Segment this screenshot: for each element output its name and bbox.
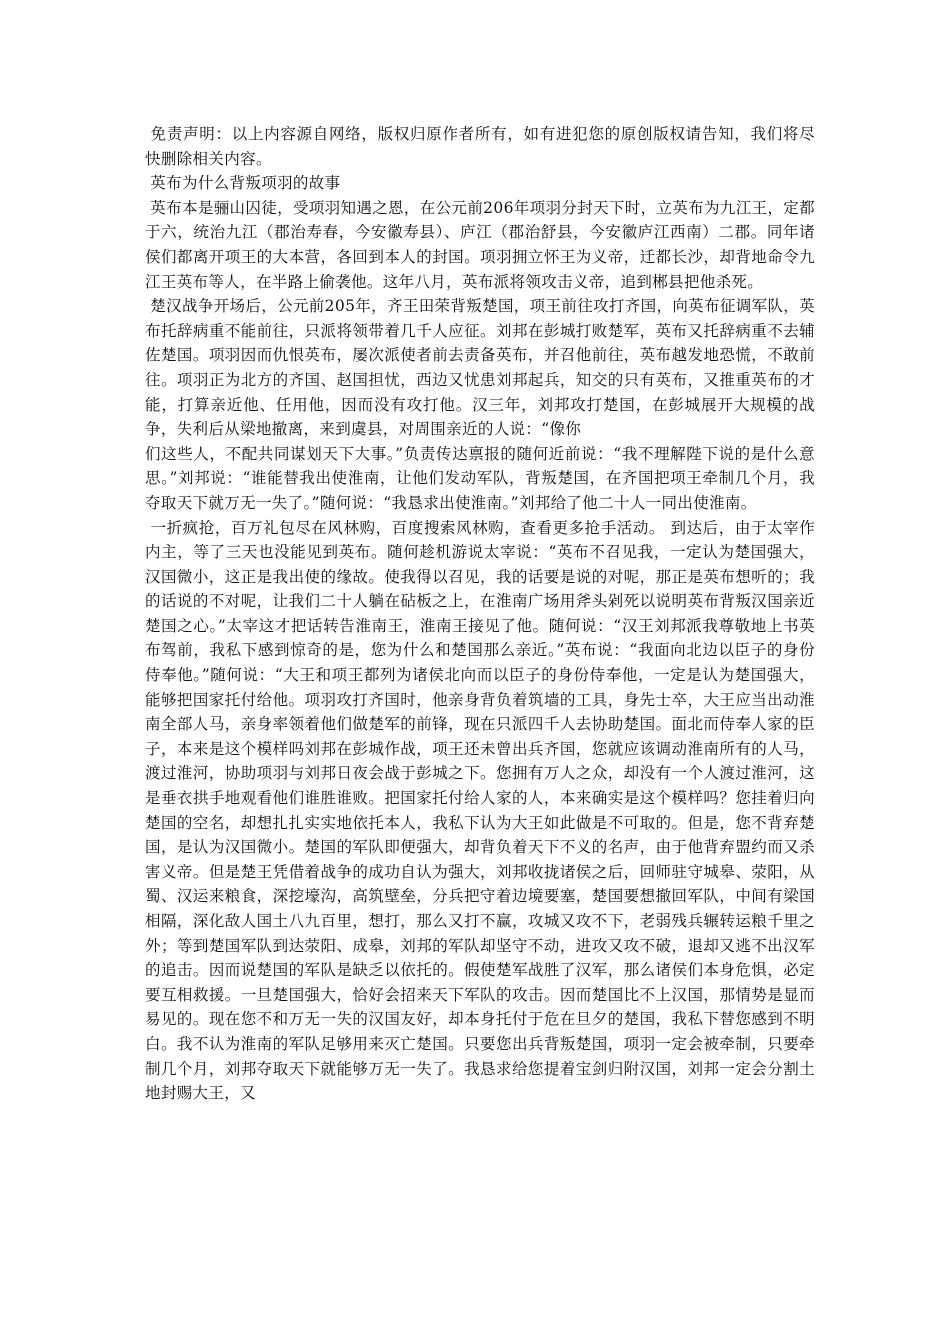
paragraph-intro: 英布本是骊山囚徒，受项羽知遇之恩，在公元前206年项羽分封天下时，立英布为九江王，定都于六，统治九江（郡治寿春，今安徽寿县）、庐江（郡治舒县，今安徽庐江西南）二郡。同年诸侯们都离开项王的大本营，各回到本人的封国。项羽拥立怀王为义帝，迁都长沙，却背地命令九江王英布等人，在半路上偷袭他。这年八月，英布派将领攻击义帝，追到郴县把他杀死。 bbox=[145, 198, 815, 291]
disclaimer-text: 免责声明：以上内容源自网络，版权归原作者所有，如有进犯您的原创版权请告知，我们将尽快删除相关内容。 bbox=[145, 125, 815, 168]
article-title: 英布为什么背叛项羽的故事 bbox=[145, 174, 341, 193]
paragraph-sui-he-persuasion: 一折疯抢，百万礼包尽在风林购，百度搜索风林购，查看更多抢手活动。 到达后，由于太宰作内主，等了三天也没能见到英布。随何趁机游说太宰说：“英布不召见我，一定认为楚国强大，汉国微小，这正是我出使的缘故。使我得以召见，我的话要是说的对呢，那正是英布想听的；我的话说的不对呢，让我们二十人躺在砧板之上，在淮南广场用斧头剁死以说明英布背叛汉国亲近楚国之心。”太宰这才把话转告淮南王，淮南王接见了他。随何说：“汉王刘邦派我尊敬地上书英布驾前，我私下感到惊奇的是，您为什么和楚国那么亲近。”英布说：“我面向北边以臣子的身份侍奉他。”随何说：“大王和项王都列为诸侯北向而以臣子的身份侍奉他，一定是认为楚国强大，能够把国家托付给他。项羽攻打齐国时，他亲身背负着筑墙的工具，身先士卒，大王应当出动淮南全部人马，亲身率领着他们做楚军的前锋，现在只派四千人去协助楚国。面北而侍奉人家的臣子，本来是这个模样吗刘邦在彭城作战，项王还未曾出兵齐国，您就应该调动淮南所有的人马，渡过淮河，协助项羽与刘邦日夜会战于彭城之下。您拥有万人之众，却没有一个人渡过淮河，这是垂衣拱手地观看他们谁胜谁败。把国家托付给人家的人，本来确实是这个模样吗？您挂着归向楚国的空名，却想扎扎实实地依托本人，我私下认为大王如此做是不可取的。但是，您不背弃楚国，是认为汉国微小。楚国的军队即便强大，却背负着天下不义的名声，由于他背弃盟约而又杀害义帝。但是楚王凭借着战争的成功自认为强大，刘邦收拢诸侯之后，回师驻守城皋、荥阳，从蜀、汉运来粮食，深挖壕沟，高筑壁垒，分兵把守着边境要塞，楚国要想撤回军队，中间有梁国相隔，深化敌人国土八九百里，想打，那么又打不赢，攻城又攻不下，老弱残兵辗转运粮千里之外；等到楚国军队到达荥阳、成皋，刘邦的军队却坚守不动，进攻又攻不破，退却又逃不出汉军的追击。因而说楚国的军队是缺乏以依托的。假使楚军战胜了汉军，那么诸侯们本身危惧，必定要互相救援。一旦楚国强大，恰好会招来天下军队的攻击。因而楚国比不上汉国，那情势是显而易见的。现在您不和万无一失的汉国友好，却本身托付于危在旦夕的楚国，我私下替您感到不明白。我不认为淮南的军队足够用来灭亡楚国。只要您出兵背叛楚国，项羽一定会被牵制，只要牵制几个月，刘邦夺取天下就能够万无一失了。我恳求给您提着宝剑归附汉国，刘邦一定会分割土地封赐大王，又 bbox=[145, 518, 815, 1103]
paragraph-liu-bang-speech: 们这些人，不配共同谋划天下大事。”负责传达禀报的随何近前说：“我不理解陛下说的是什么意思。”刘邦说：“谁能替我出使淮南，让他们发动军队，背叛楚国，在齐国把项王牵制几个月，我夺取天下就万无一失了。”随何说：“我恳求出使淮南。”刘邦给了他二十人一同出使淮南。 bbox=[145, 444, 815, 512]
document-page bbox=[145, 122, 815, 1106]
paragraph-war-begins: 楚汉战争开场后，公元前205年，齐王田荣背叛楚国，项王前往攻打齐国，向英布征调军队，英布托辞病重不能前往，只派将领带着几千人应征。刘邦在彭城打败楚军，英布又托辞病重不去辅佐楚国。项羽因而仇恨英布，屡次派使者前去责备英布，并召他前往，英布越发地恐慌，不敢前往。项羽正为北方的齐国、赵国担忧，西边又忧患刘邦起兵，知交的只有英布，又推重英布的才能，打算亲近他、任用他，因而没有攻打他。汉三年，刘邦攻打楚国，在彭城展开大规模的战争，失利后从梁地撤离，来到虞县，对周围亲近的人说：“像你 bbox=[145, 297, 815, 439]
